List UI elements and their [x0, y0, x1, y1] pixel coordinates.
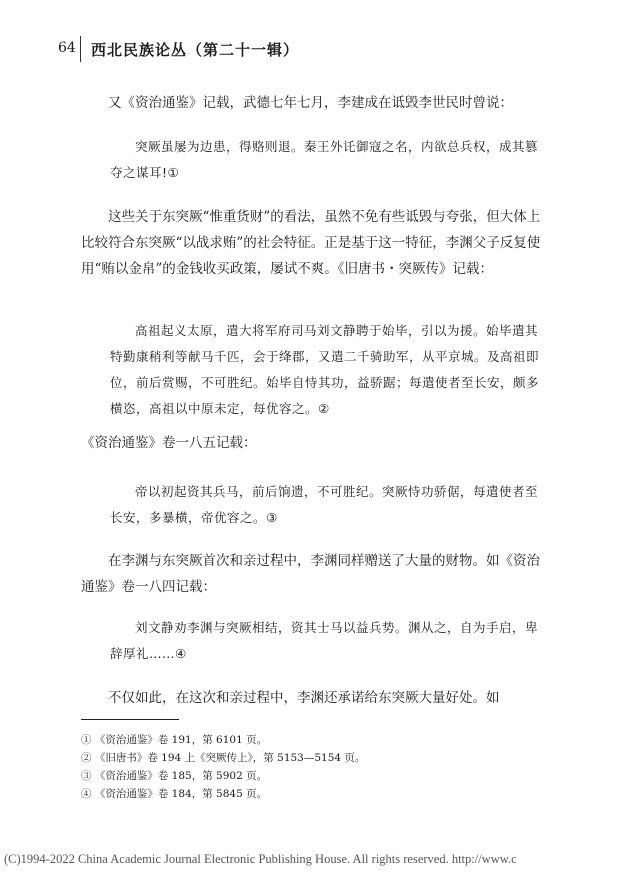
journal-title: 西北民族论丛（第二十一辑） [91, 41, 300, 59]
quote-2: 高祖起义太原，遣大将军府司马刘文静聘于始毕，引以为援。始毕遣其特勤康稍利等献马千匹，会于绛郡，又遣二千骑助军，从平京城。及高祖即位，前后赏赐，不可胜纪。始毕自恃其功，益骄踞；每遣使者至长安，颇多横恣，高祖以中原未定，每优容之。② [110, 323, 540, 416]
footnote-4: ④ 《资治通鉴》卷 184，第 5845 页。 [81, 788, 268, 800]
quote-3: 帝以初起资其兵马，前后饷遗，不可胜纪。突厥恃功骄倨，每遣使者至长安，多暴横，帝优容之。③ [110, 484, 539, 525]
footnote-2: ② 《旧唐书》卷 194 上《突厥传上》，第 5153—5154 页。 [81, 752, 366, 764]
paragraph-3: 《资治通鉴》卷一八五记载： [81, 435, 257, 451]
header-divider [80, 36, 81, 62]
page-number: 64 [58, 40, 76, 56]
paragraph-1: 又《资治通鉴》记载，武德七年七月，李建成在诋毁李世民时曾说： [108, 95, 513, 111]
paragraph-4: 在李渊与东突厥首次和亲过程中，李渊同样赠送了大量的财物。如《资治通鉴》卷一八四记载： [81, 553, 540, 595]
quote-4: 刘文静劝李渊与突厥相结，资其士马以益兵势。渊从之，自为手启，卑辞厚礼……④ [110, 620, 539, 661]
copyright-notice: (C)1994-2022 China Academic Journal Electronic Publishing House. All rights reserved. http://www.c [4, 852, 517, 866]
footnote-divider [81, 719, 179, 720]
footnote-1: ① 《资治通鉴》卷 191，第 6101 页。 [81, 734, 268, 746]
quote-1: 突厥虽屡为边患，得赂则退。秦王外讬御寇之名，内欲总兵权，成其篡夺之谋耳!① [110, 139, 539, 180]
paragraph-5: 不仅如此，在这次和亲过程中，李渊还承诺给东突厥大量好处。如 [108, 690, 500, 706]
footnote-3: ③ 《资治通鉴》卷 185，第 5902 页。 [81, 770, 268, 782]
paragraph-2: 这些关于东突厥“惟重货财”的看法，虽然不免有些诋毁与夸张，但大体上比较符合东突厥“以战求贿”的社会特征。正是基于这一特征，李渊父子反复使用“贿以金帛”的金钱收买政策，屡试不爽。《旧唐书・突厥传》记载： [81, 209, 541, 277]
